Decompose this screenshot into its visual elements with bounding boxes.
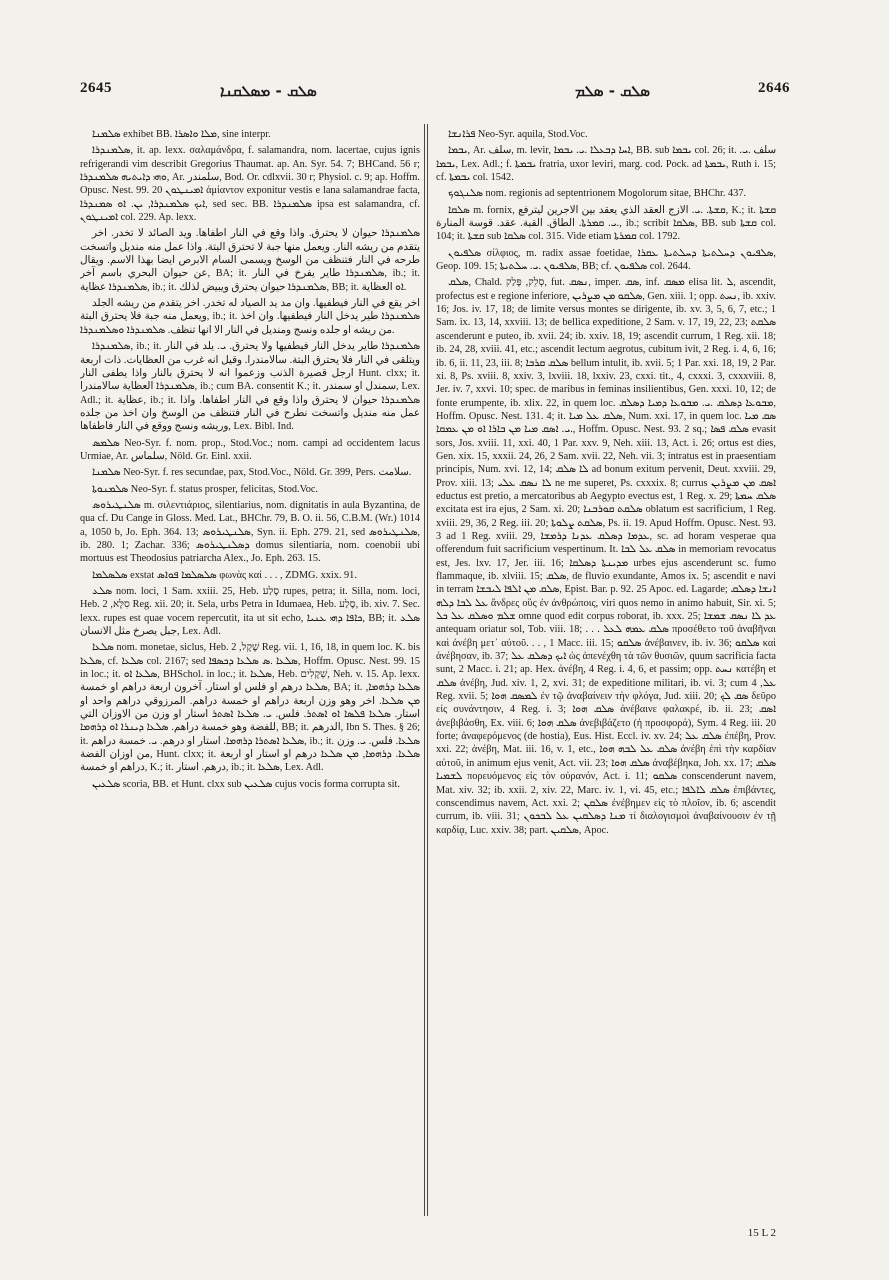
entry-paragraph: ܣܠܢܓܘܟ nom. regionis ad septentrionem Mogolorum sitae, BHChr. 437. <box>448 188 747 200</box>
entry-paragraph: ܣܠܩ, Chald. סְלֵק, פָּלַק, fut. ܢܣܩ, imper. ܣܩ, inf. ܡܣܩ elisa lit. ܠ, ascendit, profectus est e regione inferiore, ܣܠܩܘ ܡܢ ܡܨܪܝܢ, Gen. xiii. 1; opp. ܢܚܬ, ib. xxiv. 16; Jos. iv. 17, 18; de limite versus montes se dirigente, ib. xv. 3, 5, 6, 7, etc.; 1 Sam. ix. 13, 14, xxviii. 13; de bellica expeditione, 2 Sam. v. 17, 19, 22, 23; ܣܠܩܬ ascenderunt e puteo, ib. xvii. 24; ib. xxiv. 18, 19; ascendit currum, 1 Reg. xii. 18; ib. 24, 28, xviii. 41, etc.; ascendit lectum aegrotus, cubitum ivit, 2 Reg. i. 4, 6, 16; ib. 6, ii. 11, 23, iii. 8; ܣܠܩ ܩܪܒܐ bellum intulit, ib. xvii. 5; 1 Par. xxi. 18, 19, 2 Par. xi. 8, Ps. xviii. 8, xxiv. 3, lxviii. 18, lxxiv. 23, cxxi. tit., 4, cxxxi. 3, cxxxviii. 8, Jer. iv. 7, xxvi. 10; spec. de maribus in feminas insilientibus, Gen. xxxi. 10, 12; de fonte erumpente, ib. xlix. 22, in quem loc. ܡܒܘܥܐ ܕܣܠܩ .ܝ. ܡܒܘܥܐ ܕܡܝܐ ܕܣܠܩ, Hoffm. Opusc. Nest. 131. 4; it. ܣܠܩ ܥܠ ܡܝܐ, Num. xxi. 17, in quem loc. ܣܩ ܡܝܐ .ܝ. ܐܣܩ ܡܝܐ ܡܢ ܒܐܪܐ ܐܘ ܡܢ ܥܡܩܐ, Hoffm. Opusc. Nest. 93. 2 sq.; ܣܠܩ ܦܣܐ evasit sors, Jos. xviii. 11, xxi. 40, 1 Par. xxv. 9, Neh. xiii. 13, Act. i. 26; ortus est dies, Gen. xix. 15, xxxii. 24, 26, 2 Sam. xvii. 22, Neh. vii. 3; intratus est in praesentiam principis, Num. xvi. 12, 14; ܠܐ ܣܠܩ ad bonum exitum pervenit, Deut. xxviii. 29, Prov. xiii. 13; ܠܐ ܢܣܩ ܥܠܝ ne me superet, Ps. cxxxix. 8; currus ܐܣܩ ܡܢ ܡܨܪܝܢ eductus est pretio, a mercatoribus ab Aegypto evectus est, 1 Reg. x. 29; ܣܠܩ ܚܡܬܐ excitata est ira ejus, 2 Sam. xi. 20; ܣܠܩܬ ܩܘܪܒܢܐ oblatum est sacrificium, 1 Reg. xviii. 29, 36, 2 Reg. iii. 20; ܣܠܩܬ ܨܠܘܬܐ, Ps. ii. 19. Apud Hoffm. Opusc. Nest. 93. 3 ad 1 Reg. xviii. 29, ܥܕܡܐ ܕܣܠܩ ܥܕܢܐ ܕܪܡܫܐ, sc. ad horam vesperae qua offerendum fuit sacrificium vespertinum. It. ܣܠܩ ܥܠ ܠܒܐ in memoriam revocatus est, Jes. lxv. 17, Jer. iii. 16; ܡܕܝܢܬܐ ܕܣܠܩܐ urbes ejus ascenderunt sc. fumo flammaque, ib. xlviii. 15; ܣܠܩ, de fluvio exundante, Amos ix. 5; ascendit e navi in terram ܣܠܩ ܡܢ ܐܠܦܐ ܠܝܒܫܐ, Epist. Bar. p. 92. 25 Apoc. ed. Lagarde; ܐܢܫܐ ܕܣܠܩ ܥܠ ܠܒܐ ܕܠܗ ἄνδρες οὓς ἐν ἀνθρώποις, viri quos nemo in animo habuit, Sir. xi. 5; ܫܠܡ ܘܣܠܩ ܥܠ ܟܠ omne quod edit corpus roborat, ib. xxx. 25; ܥܕ ܠܐ ܢܣܩ ܫܡܫܐ antequam oriatur sol, Tob. viii. 18; . . . ܣܠܩ ܥܡܗ ܠܥܠ προσέθετο τοῦ ἀναβῆναι καὶ ἀνέβη μετ᾽ αὐτοῦ. . . , 1 Macc. iii. 15; ܣܠܩܘ ἀνέβαινεν, ib. iv. 36; ܣܠܩܘ καὶ ἀνέβησαν, ib. 37; ܐܝܟ ܕܣܠܩ ܥܠ ὡς ἀπενέχθη τὰ τῶν θυσιῶν, quum sacrificia facta sunt, 2 Macc. i. 21; ap. Hex. ἀνέβη, 4 Reg. i. 4, 6, et passim; opp. ܢܚܬ κατέβη et ܣܠܩ ἀνέβη, Jud. xiv. 1, 2, xvi. 31; de expeditione militari, ib. vi. 3; cum ܥܠ, 4 Reg. xvii. 5; ܠܡܣܩ ܗܘܐ ἐν τῷ ἀναβαίνειν τὴν φλόγα, Jud. xiii. 20; ܣܩ ܠܟ δεῦρο εἰς συνάντησιν, 4 Reg. i. 3; ܣܠܩ ܗܘܐ ἀνέβαινε φαλακρέ, ib. ii. 23; ܐܣܩ ἀνεβιβάσθη, Ex. viii. 6; ܣܠܩ ܗܘܐ ἀνεβιβάζετο (ἡ προσφορά), Sym. 4 Reg. iii. 20 forte; ἀναφερόμενος (de hostia), Eus. Hist. Eccl. iv. xv. 24; ܣܠܩ ܥܠ ἐπέβη, Prov. xxi. 22; ἀνέβη, Mat. iii. 16, v. 1, etc., ܣܠܩ ܥܠ ܠܒܗ ܗܘܐ ἀνέβη ἐπὶ τὴν καρδίαν αὐτοῦ, in animum ejus venit, Act. vii. 23; ܣܠܩ ܗܘܐ ἀναβέβηκα, Joh. xx. 17; ܣܠܩ ܠܫܡܝܐ πορευόμενος εἰς τὸν οὐρανόν, Act. i. 11; ܣܠܩܘ conscenderunt navem, Mat. xiv. 32; ib. xxii. 2, xiv. 22, Marc. iv. 1, vi. 45, etc.; ܣܠܩ ܠܐܠܦܐ ἐπιβάντες, conscendimus navem, Act. xxi. 2; ܣܠܩܢ ἐνέβημεν εἰς τὸ πλοῖον, ib. 6; ascendit currum, ib. viii. 31; ܡܢܐ ܕܣܠܩܝܢ ܥܠ ܠܒܟܘܢ τί διαλογισμοὶ ἀναβαίνουσιν ἐν τῇ καρδίᾳ, Luc. xxiv. 38; part. ܣܠܩܝܢ, Apoc. <box>436 277 776 836</box>
entry-paragraph: اخر يقع في النار فيطفيها. وان مد يد الصياد له تخدر. اخر يتقدم من ريشه الجلد ويعمل منه جبة فلا يحترق البتة, ib.; it. ܣܠܡܢܕܪܐ طير يدخل النار فيطفيها. وان اخذ من ريشه او جلده ونسج ومنديل في النار الا انها تنظف. ܣܠܡܢܕܪܐ ܘܣܠܡܢܕܪܐ. <box>80 298 420 336</box>
entry-paragraph: ܣܠܡܢܐ exhibet BB. ܡܠܐ ܘܐܣܪܐ, sine interpr. <box>92 129 271 140</box>
right-column <box>436 128 776 1218</box>
entry-paragraph: ܣܠܥ nom. loci, 1 Sam. xxiii. 25, Heb. סֶלַע rupes, petra; it. Silla, nom. loci, Heb. סִלָּא, 2 Reg. xii. 20; it. Sela, urbs Petra in Idumaea, Heb. סֶלַע, ib. xiv. 7. Sec. lexx. rupes est quae vocem repercutit, ita ut sit echo, ܟܐܦܐ ܕܗܝ ܥܢܝܐ, BB; it. ܣܠܥ جبل يصرخ مثل الانسان, Lex. Adl. <box>80 586 420 638</box>
entry-paragraph: ܣܠܩܐ m. fornix, ܩܫܬܐ. .ܝ. الازج العقد الذي يعقد بين الاجرين ليترفع, K.; it. ܩܫܬܐ .ܝ. ܩܡܪܬܐ. الطاق. القبة. عقد. قوسة المنارة, ib.; scribit ܣܠܩܐ, BB. sub ܩܫܬܐ col. 104; it. ܩܫܬܐ sub ܣܠܩܐ col. 315. Vide etiam ܩܡܪܬܐ col. 1792. <box>436 204 776 243</box>
left-running-head: ܣܠܩ - ܡܣܠܩܢܐ <box>220 82 317 100</box>
entry-paragraph: ܣܠܡܢܕܪܐ حيوان لا يحترق. واذا وقع في النار اطفاها. ويد الصائد لا تخدر. اخر يتقدم من ريشه النار. ويعمل منها جبة لا تحترق البتة. واذا عمل منه منديل واتسخت طرحه في النار فتنظف من الوسخ ويسمى السام الابرص ايضا بهذا الاسم. ويقال عن حيوان البحري باسم آخر, BA; it. ܣܠܡܢܕܪܐ طاير يفرخ في النار, ib.; it. ܣܠܡܢܕܪܐ عظاية, ib.; it. ܣܠܡܢܕܪܐ حيوان يحترق ويبيض لذلك, BB; it. ܐܘ العظاية. <box>80 228 420 293</box>
column-divider <box>424 124 428 1216</box>
entry-paragraph: ܣܠܡܢܕܪܐ, it. ap. lexx. σαλαμάνδρα, f. salamandra, nom. lacertae, cujus ignis refrigerandi vim describit Gregorius Thaumat. ap. An. Syr. 54. 7; BHCand. 56 r; ܘܗܝ ܕܐܝܬܝܗ ܣܠܡܢܕܪܐ, Ar. سلمندر, Bod. Or. cdlxvii. 30 r; Physiol. c. 9; ap. Hoffm. Opusc. Nest. 99. 20 ܐܡܝܢܛܘܢ ἀμίαντον exponitur vestis e lana salamandrae facta, ܐܝܟ ܣܠܡܢܕܪܐ, ܝܢ. ܐܘ ܣܡܢܕܪܐ, sed sec. BB. ܣܠܡܢܕܪܐ ipsa est salamandra, cf. ܐܡܝܢܛܘܢ col. 229. Ap. lexx. <box>80 145 420 224</box>
entry-paragraph: ܣܠܥܐ nom. monetae, siclus, Heb. שֶׁקֶל, 2 Reg. vii. 1, 16, 18, in quem loc. K. bis ܣܠܥܐ, cf. ܣܠܥܐ col. 2167; sed ܣܠܥܐ .ܣ ܣܠܥܐ ܕܟܣܦܐ, Hoffm. Opusc. Nest. 99. 15 in loc.; it. ܣܠܥܐ ܐܘ, BHSchol. in loc.; it. ܣܠܥܐ, Heb. שְׁקָלִים, Neh. v. 15. Ap. lexx. ܣܠܥܐ درهم او فلس او استار. آخرون اربعة دراهم او خمسة, BA; it. ܣܠܥܐ ܕܪܗܡܐ, ܡܢ ܣܠܥܐ. اخر وهو وزن اربعة دراهم او خمسة دراهم. المرزوقي دراهم واحد او استار. ܣܠܥܐ ܦܠܣܐ ܐܘ ܐܣܬܪ. فلس. ܝ. ܣܠܥܐ ܐܣܬܪ استار او وزن من الاوزان التي للفضة وهو خمسة دراهم. ܣܠܥܐ ܕܝܢܪܐ ܐܘ ܕܪܗܡܐ, BB; it. الدرهم, Ibn S. Thes. § 26; it. ܣܠܥܐ ܐܣܬܪܐ ܕܪܗܡܐ. استار او درهم. ܝ. خمسة دراهم, ib.; it. ܣܠܥܐ. فلس. ܝ. وزن من اوزان الفضة, Hunt. clxx; it. ܣܠܥܐ. ܕܪܗܡܐ, ܡܢ ܣܠܥܐ درهم او استار او اربعة دراهم او خمسة, K.; it. درهم. استار, ib.; it. ܣܠܥܐ, Lex. Adl. <box>80 642 420 774</box>
entry-paragraph: ܣܠܥܝܢ scoria, BB. et Hunt. clxx sub ܣܠܥܝܢ cujus vocis forma corrupta sit. <box>92 778 400 790</box>
entry-paragraph: ܣܠܡܣ Neo-Syr. f. nom. prop., Stod.Voc.; nom. campi ad occidentem lacus Urmiae, Ar. سلماس, Nöld. Gr. Einl. xxii. <box>80 437 420 462</box>
right-page-number: 2646 <box>758 80 790 96</box>
left-column <box>80 128 420 1218</box>
entry-paragraph: ܣܠܡܢܕܪܐ, ib.; it. ܣܠܡܢܕܪܐ طاير يدخل النار فيطفيها ولا يحترق. ܝ. يلد في النار ويتلقى في النار فلا يحترق البتة. سالامندرا. وقيل انه غرب من العظايات. ذات اربعة ارجل قصيرة الذنب وزعموا انه لا يحترق بالنار واذا يطفى النار Hunt. clxx; it. ܣܠܡܢܕܪܐ العظاية سالامندرا, ib.; cum BA. consentit K.; it. سمندل او سمندر, Lex. Adl.; it. عظاية, ib.; it. ܣܠܡܢܕܪܐ حيوان لا يحترق واذا وقع في النار اطفاها. واذا عمل منه منديل واتسخت نطرح في النار فتنظف من الوسخ وان اخذ من جلده وريشه ونسج ووقع في النار فاطفاها, Lex. Bibl. Ind. <box>80 341 420 433</box>
entry-paragraph: ܦܪܐܢܫܐ Neo-Syr. aquila, Stod.Voc. <box>448 129 588 140</box>
page-header <box>80 80 790 106</box>
right-running-head: ܣܠܩ - ܣܠܡ <box>575 82 650 100</box>
entry-paragraph: ܣܠܡܢܘܬܐ Neo-Syr. f. status prosper, felicitas, Stod.Voc. <box>92 483 318 495</box>
entry-paragraph: ܣܠܦܝܘܢ σίλφιος, m. radix assae foetidae, ܣܠܦܝܘܢ ܕܚܠܬܝܬܐ ܕܚܠܬܝܬܐ ܥܩܪܐ, Geop. 109. 15; ܣܠܦܝܘܢ .ܝ. ܚܠܬܝܬܐ, BB; cf. ܣܠܦܝܘܢ col. 2644. <box>436 247 776 273</box>
entry-paragraph: ܣܠܣܠܡܐ exstat ܣܠܣܠܡܐ ܦܘܐܣ φωνὰς καί . . . , ZDMG. xxix. 91. <box>92 569 357 581</box>
signature-mark: 15 L 2 <box>747 1227 776 1239</box>
entry-paragraph: ܣܠܡܢܐ Neo-Syr. f. res secundae, pax, Stod.Voc., Nöld. Gr. 399, Pers. سلامت. <box>92 467 412 479</box>
entry-paragraph: ܣܠܢܛܝܪܘܣ m. σιλεντιάριος, silentiarius, nom. dignitatis in aula Byzantina, de qua cf. Du Cange in Gloss. Med. Lat., BHChr. 79, B. O. ii. 56, C.B.M. (Wr.) 1014 a, 1050 b, Jo. Eph. 364. 13; ܣܠܢܛܝܪܘܣ, Syn. ii. Eph. 279. 21, sed ܣܠܢܛܝܪܘܣ, ib. 280. 1; Zachar. 336; ܕܣܠܢܛܝܪܘܣ domus silentiaria, nom. coenobii ubi mortuus est Theodosius patriarcha Alex., Jo. Eph. 263. 15. <box>80 499 420 565</box>
entry-paragraph: ܝܒܡܐ, Ar. سلف, m. levir, ܐܚܐ ܕܒܥܠܐ .ܝ. ܝܒܡܐ, BB. sub ܝܒܡܐ col. 26; it. سلف .ܝ. ܝܒܡܐ, Lex. Adl.; f. ܝܒܡܬܐ fratria, uxor leviri, marg. cod. Pock. ad ܝܒܡܬܐ, Ruth i. 15; cf. ܝܒܡܬܐ col. 1542. <box>436 145 776 184</box>
left-page-number: 2645 <box>80 80 112 96</box>
